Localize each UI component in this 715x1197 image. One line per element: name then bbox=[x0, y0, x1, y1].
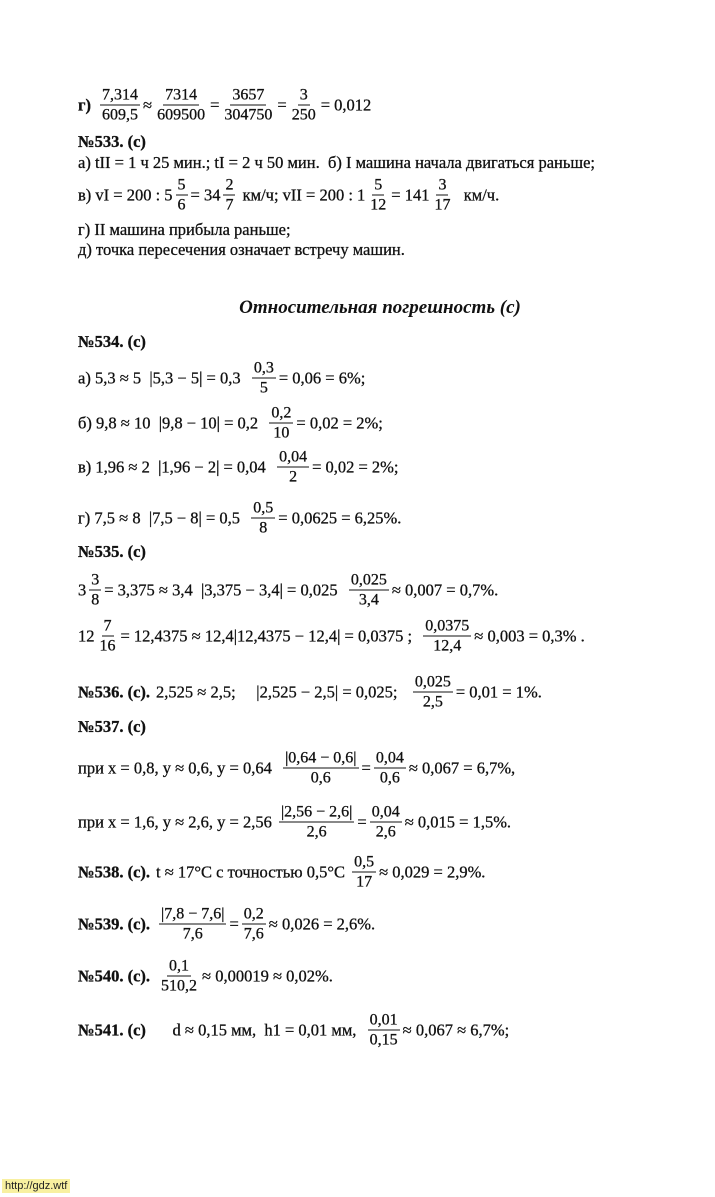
numerator: |0,64 − 0,6| bbox=[285, 749, 357, 767]
math-text: ≈ 0,067 = 6,7%, bbox=[408, 758, 516, 777]
solution-line bbox=[78, 673, 542, 712]
solution-line bbox=[78, 448, 399, 487]
numerator: 0,025 bbox=[414, 673, 451, 691]
math-text: км/ч. bbox=[455, 185, 500, 204]
denominator: 0,6 bbox=[379, 769, 400, 787]
solution-line bbox=[78, 359, 365, 398]
problem-number: №537. (с) bbox=[78, 717, 146, 736]
math-text: ≈ 0,015 = 1,5%. bbox=[404, 812, 512, 831]
math-text: ≈ 0,026 = 2,6%. bbox=[268, 914, 376, 933]
numerator: 0,5 bbox=[253, 499, 274, 517]
numerator: 0,2 bbox=[243, 905, 264, 923]
fraction bbox=[370, 803, 402, 842]
numerator: 0,025 bbox=[350, 571, 387, 589]
fraction bbox=[352, 853, 376, 892]
problem-number: №539. (с). bbox=[78, 914, 151, 933]
fraction bbox=[283, 749, 358, 788]
denominator: 2,6 bbox=[375, 823, 396, 841]
math-text: а) 5,3 ≈ 5 |5,3 − 5| = 0,3 bbox=[78, 368, 249, 387]
fraction bbox=[432, 176, 452, 215]
fraction bbox=[279, 803, 354, 842]
denominator: 17 bbox=[356, 873, 373, 891]
numerator: 0,04 bbox=[375, 749, 404, 767]
solution-line bbox=[78, 220, 291, 240]
problem-number: №538. (с). bbox=[78, 862, 151, 881]
fraction bbox=[242, 905, 266, 944]
denominator: 7 bbox=[225, 196, 234, 214]
denominator: 0,6 bbox=[310, 769, 331, 787]
fraction bbox=[252, 359, 276, 398]
math-text: = 12,4375 ≈ 12,4|12,4375 − 12,4| = 0,0375 ; bbox=[120, 626, 421, 645]
solution-line bbox=[78, 332, 152, 352]
math-text: ≈ 0,067 ≈ 6,7%; bbox=[402, 1020, 510, 1039]
fraction bbox=[368, 176, 388, 215]
math-text: = bbox=[210, 95, 220, 114]
solution-line bbox=[78, 571, 498, 610]
numerator: |2,56 − 2,6| bbox=[280, 803, 353, 821]
numerator: 5 bbox=[374, 176, 383, 194]
numerator: 3 bbox=[438, 176, 447, 194]
math-text: = 3,375 ≈ 3,4 |3,375 − 3,4| = 0,025 bbox=[104, 580, 346, 599]
numerator: 3 bbox=[91, 571, 100, 589]
problem-number: №541. (с) bbox=[78, 1020, 146, 1039]
math-text: в) 1,96 ≈ 2 |1,96 − 2| = 0,04 bbox=[78, 457, 275, 476]
numerator: 7 bbox=[103, 617, 112, 635]
denominator: 3,4 bbox=[358, 591, 379, 609]
math-text: км/ч; vII = 200 : 1 bbox=[238, 185, 366, 204]
math-text: ≈ 0,007 = 0,7%. bbox=[391, 580, 499, 599]
denominator: 10 bbox=[273, 424, 290, 442]
math-text: = bbox=[277, 95, 287, 114]
denominator: 12 bbox=[370, 196, 387, 214]
denominator: 17 bbox=[434, 196, 451, 214]
denominator: 5 bbox=[259, 379, 268, 397]
numerator: 0,01 bbox=[369, 1011, 398, 1029]
problem-number: г) bbox=[78, 95, 91, 114]
math-text: = 34 bbox=[190, 185, 221, 204]
math-text: а) tII = 1 ч 25 мин.; tI = 2 ч 50 мин. б) I машина начала двигаться раньше; bbox=[78, 153, 596, 172]
numerator: 0,1 bbox=[169, 957, 190, 975]
math-text: = bbox=[357, 812, 367, 831]
solution-line bbox=[78, 617, 585, 656]
problem-number: №533. (с) bbox=[78, 132, 146, 151]
math-text: ≈ bbox=[143, 95, 153, 114]
fraction bbox=[98, 617, 118, 656]
denominator: 0,15 bbox=[369, 1031, 398, 1049]
fraction bbox=[269, 404, 293, 443]
math-text: г) II машина прибыла раньше; bbox=[78, 220, 291, 239]
math-text: = 0,01 = 1%. bbox=[455, 682, 542, 701]
denominator: 609500 bbox=[157, 106, 206, 124]
math-text: ≈ 0,003 = 0,3% . bbox=[474, 626, 585, 645]
fraction bbox=[277, 448, 309, 487]
fraction bbox=[423, 617, 471, 656]
numerator: 3 bbox=[299, 86, 308, 104]
solution-line bbox=[78, 499, 401, 538]
denominator: 510,2 bbox=[161, 977, 198, 995]
denominator: 8 bbox=[259, 519, 268, 537]
math-text: ≈ 0,00019 ≈ 0,02%. bbox=[202, 966, 333, 985]
denominator: 609,5 bbox=[102, 106, 138, 124]
denominator: 6 bbox=[177, 196, 186, 214]
solution-line bbox=[78, 176, 499, 215]
math-text: ≈ 0,029 = 2,9%. bbox=[379, 862, 486, 881]
numerator: 3657 bbox=[232, 86, 265, 104]
math-text: в) vI = 200 : 5 bbox=[78, 185, 173, 204]
denominator: 7,6 bbox=[243, 925, 264, 943]
math-text: t ≈ 17°C с точностью 0,5°C bbox=[156, 862, 350, 881]
math-text: d ≈ 0,15 мм, h1 = 0,01 мм, bbox=[151, 1020, 365, 1039]
numerator: 0,04 bbox=[279, 448, 308, 466]
solution-line bbox=[78, 749, 515, 788]
math-text: = bbox=[229, 914, 239, 933]
numerator: 0,5 bbox=[354, 853, 375, 871]
section-heading: Относительная погрешность (с) bbox=[239, 297, 521, 318]
math-text: 12 bbox=[78, 626, 95, 645]
problem-number: №536. (с). bbox=[78, 682, 151, 701]
denominator: 250 bbox=[291, 106, 316, 124]
numerator: |7,8 − 7,6| bbox=[161, 905, 225, 923]
denominator: 2,6 bbox=[306, 823, 327, 841]
math-text: при x = 0,8, y ≈ 0,6, y = 0,64 bbox=[78, 758, 281, 777]
fraction bbox=[349, 571, 389, 610]
numerator: 7,314 bbox=[102, 86, 138, 104]
solution-line bbox=[78, 905, 375, 944]
math-text: 3 bbox=[78, 580, 87, 599]
denominator: 2,5 bbox=[422, 693, 443, 711]
fraction bbox=[251, 499, 275, 538]
fraction bbox=[374, 749, 406, 788]
solution-line bbox=[78, 957, 333, 996]
numerator: 0,3 bbox=[253, 359, 274, 377]
numerator: 0,04 bbox=[371, 803, 400, 821]
problem-number: №540. (с). bbox=[78, 966, 151, 985]
source-link[interactable]: http://gdz.wtf bbox=[2, 1179, 70, 1193]
fraction bbox=[222, 86, 274, 125]
solution-line bbox=[78, 86, 371, 125]
problem-number: №534. (с) bbox=[78, 332, 146, 351]
denominator: 2 bbox=[289, 468, 298, 486]
numerator: 0,2 bbox=[271, 404, 292, 422]
solution-line bbox=[78, 853, 485, 892]
fraction bbox=[100, 86, 140, 125]
fraction bbox=[290, 86, 318, 125]
math-text: = 0,02 = 2%; bbox=[312, 457, 399, 476]
fraction bbox=[89, 571, 101, 610]
solution-line bbox=[78, 132, 152, 152]
solution-line bbox=[78, 803, 511, 842]
solution-line bbox=[78, 717, 152, 737]
numerator: 2 bbox=[225, 176, 234, 194]
math-text: = bbox=[361, 758, 371, 777]
solution-line bbox=[78, 1011, 509, 1050]
solution-line bbox=[78, 404, 383, 443]
problem-number: №535. (с) bbox=[78, 542, 146, 561]
math-text: б) 9,8 ≈ 10 |9,8 − 10| = 0,2 bbox=[78, 413, 267, 432]
fraction bbox=[155, 86, 207, 125]
numerator: 5 bbox=[177, 176, 186, 194]
math-text: = 0,06 = 6%; bbox=[278, 368, 366, 387]
solution-line bbox=[78, 542, 152, 562]
fraction bbox=[159, 957, 199, 996]
math-text: г) 7,5 ≈ 8 |7,5 − 8| = 0,5 bbox=[78, 508, 249, 527]
math-text: = 0,012 bbox=[320, 95, 372, 114]
fraction bbox=[176, 176, 188, 215]
fraction bbox=[413, 673, 453, 712]
numerator: 0,0375 bbox=[425, 617, 470, 635]
fraction bbox=[223, 176, 235, 215]
solution-line bbox=[78, 240, 405, 260]
math-text: при x = 1,6, y ≈ 2,6, y = 2,56 bbox=[78, 812, 276, 831]
math-text: 2,525 ≈ 2,5; |2,525 − 2,5| = 0,025; bbox=[156, 682, 410, 701]
math-text: = 141 bbox=[391, 185, 430, 204]
denominator: 7,6 bbox=[182, 925, 203, 943]
math-text: д) точка пересечения означает встречу машин. bbox=[78, 240, 405, 259]
math-text: = 0,0625 = 6,25%. bbox=[278, 508, 402, 527]
solution-line bbox=[78, 153, 595, 173]
denominator: 12,4 bbox=[433, 637, 462, 655]
numerator: 7314 bbox=[165, 86, 198, 104]
denominator: 16 bbox=[99, 637, 116, 655]
denominator: 8 bbox=[91, 591, 100, 609]
denominator: 304750 bbox=[224, 106, 273, 124]
fraction bbox=[368, 1011, 400, 1050]
fraction bbox=[159, 905, 226, 944]
math-text: = 0,02 = 2%; bbox=[296, 413, 383, 432]
